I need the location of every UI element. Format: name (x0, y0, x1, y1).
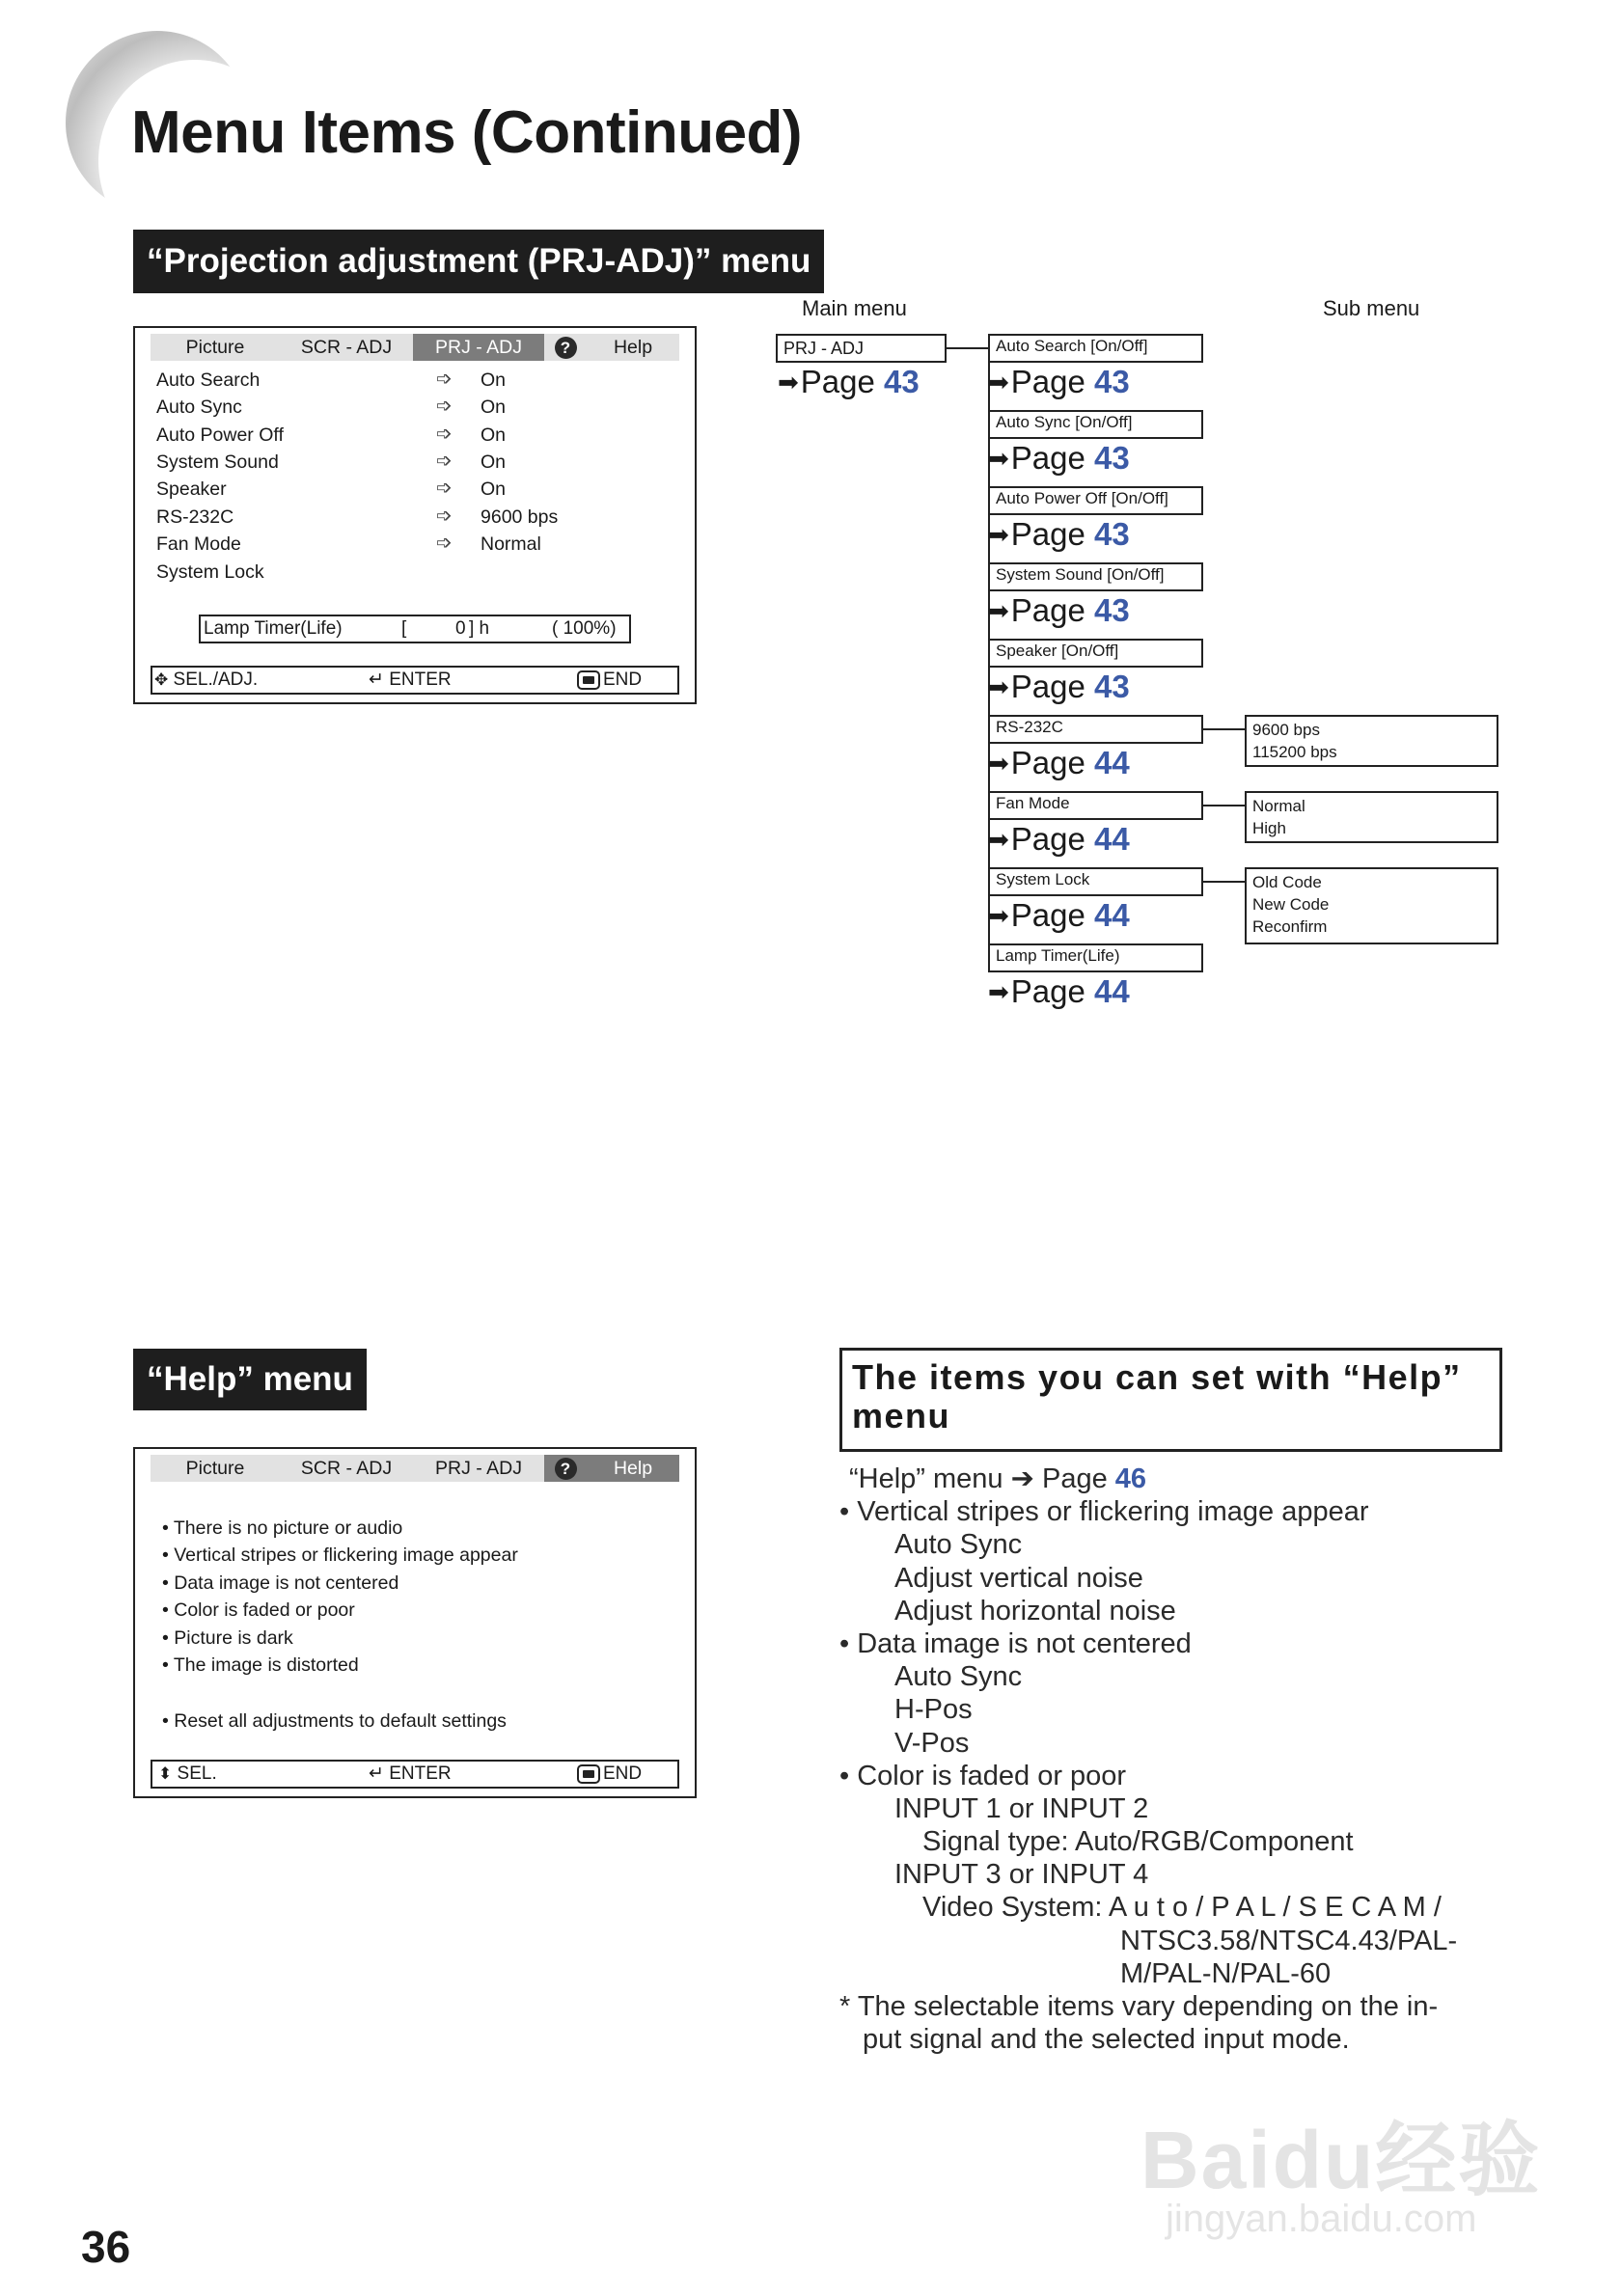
footer-enter: ↵ ENTER (369, 1763, 452, 1784)
sub-page-ref: ➡Page 43 (988, 516, 1130, 552)
option-item: Normal (1252, 797, 1305, 815)
submenu-arrow-icon: ➩ (436, 506, 453, 527)
option-item: Reconfirm (1252, 917, 1328, 936)
help-item[interactable]: • Vertical stripes or flickering image appear (162, 1544, 518, 1566)
help-question-icon: ? (555, 337, 577, 359)
help-item[interactable]: • Picture is dark (162, 1627, 293, 1649)
help-subitem: INPUT 3 or INPUT 4 (894, 1859, 1149, 1891)
footer-sel: ✥ SEL./ADJ. (154, 670, 259, 690)
submenu-arrow-icon: ➩ (436, 396, 453, 417)
tree-connector (947, 347, 989, 349)
option-item: New Code (1252, 895, 1330, 914)
help-ref-line: “Help” menu ➔ Page 46 (849, 1463, 1147, 1494)
help-note: * The selectable items vary depending on the in- (839, 1991, 1439, 2022)
sub-item: Lamp Timer(Life) (988, 943, 1203, 972)
help-item[interactable]: • The image is distorted (162, 1654, 359, 1676)
prj-adj-osd-menu (133, 326, 697, 704)
osd-row-value[interactable]: On (481, 396, 507, 418)
sub-item: Speaker [On/Off] (988, 639, 1203, 668)
help-subitem: Video System: A u t o / P A L / S E C A M / (922, 1892, 1442, 1924)
tab-picture[interactable]: Picture (185, 337, 245, 358)
submenu-arrow-icon: ➩ (436, 533, 453, 554)
page-arrow-icon: ➡ (988, 977, 1009, 1006)
help-subitem: M/PAL-N/PAL-60 (1120, 1957, 1332, 1989)
sub-page-ref: ➡Page 43 (988, 440, 1130, 476)
option-item: Old Code (1252, 873, 1322, 891)
sub-page-ref: ➡Page 43 (988, 364, 1130, 399)
help-subitem: Signal type: Auto/RGB/Component (922, 1826, 1354, 1858)
sub-item: Auto Search [On/Off] (988, 334, 1203, 363)
help-item[interactable]: • Data image is not centered (162, 1572, 399, 1594)
lamp-bracket-open: [ (401, 618, 407, 639)
osd-row-value[interactable]: 9600 bps (481, 506, 559, 528)
osd-row-label: Auto Power Off (156, 424, 284, 446)
watermark-logo: Baidu经验 (1140, 2115, 1542, 2205)
help-subitem: Auto Sync (894, 1661, 1023, 1693)
up-down-arrow-icon: ⬍ (158, 1764, 173, 1783)
help-subitem: V-Pos (894, 1727, 970, 1759)
sub-menu-label: Sub menu (1323, 296, 1420, 320)
help-subitem: H-Pos (894, 1694, 973, 1726)
tab-help[interactable]: Help (587, 1455, 679, 1482)
osd-row-value[interactable]: On (481, 478, 507, 500)
sub-item: RS-232C (988, 715, 1203, 744)
osd-row-label: Auto Search (156, 369, 261, 391)
help-subitem: Adjust vertical noise (894, 1562, 1143, 1594)
osd-row-value[interactable]: Normal (481, 533, 541, 555)
help-subitem: Adjust horizontal noise (894, 1595, 1176, 1626)
page-arrow-icon: ➡ (988, 901, 1009, 930)
enter-arrow-icon: ↵ (369, 670, 384, 690)
page-arrow-icon: ➡ (988, 596, 1009, 625)
page-arrow-icon: ➡ (988, 368, 1009, 396)
help-osd-menu (133, 1447, 697, 1798)
submenu-arrow-icon: ➩ (436, 369, 453, 390)
menu-button-icon (577, 1764, 600, 1784)
help-items-heading: The items you can set with “Help” menu (839, 1348, 1502, 1452)
tab-help[interactable]: Help (613, 337, 653, 358)
rs232c-options (1245, 715, 1498, 767)
footer-enter: ↵ ENTER (369, 670, 452, 690)
help-subitem: Auto Sync (894, 1529, 1023, 1561)
menu-button-icon (577, 670, 600, 690)
main-page-ref: ➡Page 43 (778, 364, 920, 399)
help-item[interactable]: • Color is faded or poor (162, 1599, 355, 1621)
submenu-arrow-icon: ➩ (436, 424, 453, 445)
help-subitem: INPUT 1 or INPUT 2 (894, 1792, 1149, 1824)
lamp-hours: 0 (455, 618, 466, 639)
tab-scr-adj[interactable]: SCR - ADJ (300, 337, 393, 358)
sub-item: System Sound [On/Off] (988, 562, 1203, 591)
sub-page-ref: ➡Page 44 (988, 897, 1130, 933)
help-menu-banner: “Help” menu (133, 1349, 367, 1410)
osd-row-label: Auto Sync (156, 396, 242, 418)
help-item[interactable]: • Reset all adjustments to default settings (162, 1710, 507, 1732)
tree-connector (1203, 881, 1246, 883)
footer-end: END (577, 1762, 642, 1787)
osd-row-value[interactable]: On (481, 369, 507, 391)
help-bullet: • Vertical stripes or flickering image appear (839, 1496, 1369, 1528)
help-bullet: • Data image is not centered (839, 1627, 1192, 1659)
sub-item: Auto Power Off [On/Off] (988, 486, 1203, 515)
prj-adj-banner: “Projection adjustment (PRJ-ADJ)” menu (133, 230, 824, 293)
page-arrow-icon: ➡ (988, 444, 1009, 473)
lamp-hours-unit: ] h (469, 618, 490, 639)
sub-page-ref: ➡Page 44 (988, 973, 1130, 1009)
option-item: High (1252, 819, 1286, 837)
osd-tab-bar (151, 1455, 679, 1482)
enter-arrow-icon: ↵ (369, 1763, 384, 1784)
sub-page-ref: ➡Page 43 (988, 592, 1130, 628)
footer-sel: ⬍ SEL. (158, 1763, 217, 1784)
help-note: put signal and the selected input mode. (863, 2024, 1350, 2056)
osd-row-label: Speaker (156, 478, 227, 500)
tab-prj-adj[interactable]: PRJ - ADJ (413, 334, 544, 361)
tree-connector (1203, 805, 1246, 806)
page-title: Menu Items (Continued) (131, 99, 803, 166)
submenu-arrow-icon: ➩ (436, 478, 453, 499)
fan-mode-options (1245, 791, 1498, 843)
sub-page-ref: ➡Page 44 (988, 821, 1130, 857)
lamp-percent: ( 100%) (552, 618, 617, 639)
help-question-icon: ? (555, 1458, 577, 1480)
osd-row-label: System Sound (156, 451, 279, 473)
page-arrow-icon: ➡ (988, 672, 1009, 701)
osd-row-label[interactable]: System Lock (156, 561, 264, 583)
main-menu-label: Main menu (802, 296, 907, 320)
tab-scr-adj[interactable]: SCR - ADJ (300, 1458, 393, 1479)
four-way-arrow-icon: ✥ (154, 670, 169, 689)
page-arrow-icon: ➡ (988, 749, 1009, 778)
tab-help-icon[interactable] (544, 1455, 587, 1482)
osd-footer (151, 1760, 679, 1789)
help-item[interactable]: • There is no picture or audio (162, 1517, 403, 1539)
footer-end: END (577, 668, 642, 693)
page-arrow-icon: ➡ (988, 520, 1009, 549)
option-item: 9600 bps (1252, 721, 1320, 739)
page-number: 36 (81, 2222, 131, 2272)
submenu-arrow-icon: ➩ (436, 451, 453, 472)
sub-page-ref: ➡Page 43 (988, 669, 1130, 704)
watermark-url: jingyan.baidu.com (1166, 2198, 1477, 2240)
tab-picture[interactable]: Picture (185, 1458, 245, 1479)
sub-item: Auto Sync [On/Off] (988, 410, 1203, 439)
page-arrow-icon: ➡ (778, 368, 799, 396)
option-item: 115200 bps (1252, 743, 1337, 761)
osd-row-label: RS-232C (156, 506, 234, 528)
osd-row-value[interactable]: On (481, 451, 507, 473)
sub-item: System Lock (988, 867, 1203, 896)
osd-row-value[interactable]: On (481, 424, 507, 446)
sub-page-ref: ➡Page 44 (988, 745, 1130, 780)
help-subitem: NTSC3.58/NTSC4.43/PAL- (1120, 1925, 1458, 1956)
tree-main-item: PRJ - ADJ (776, 334, 947, 363)
tab-prj-adj[interactable]: PRJ - ADJ (435, 1458, 522, 1479)
tab-help-icon[interactable] (544, 334, 587, 361)
help-bullet: • Color is faded or poor (839, 1760, 1127, 1791)
lamp-timer-label: Lamp Timer(Life) (204, 618, 343, 639)
tree-connector (1203, 728, 1246, 730)
system-lock-options (1245, 867, 1498, 944)
osd-tab-bar (151, 334, 679, 361)
osd-row-label: Fan Mode (156, 533, 241, 555)
sub-item: Fan Mode (988, 791, 1203, 820)
page-arrow-icon: ➡ (988, 825, 1009, 854)
help-items-list (839, 1462, 1515, 2056)
lamp-timer-box (199, 615, 631, 643)
osd-footer (151, 666, 679, 695)
